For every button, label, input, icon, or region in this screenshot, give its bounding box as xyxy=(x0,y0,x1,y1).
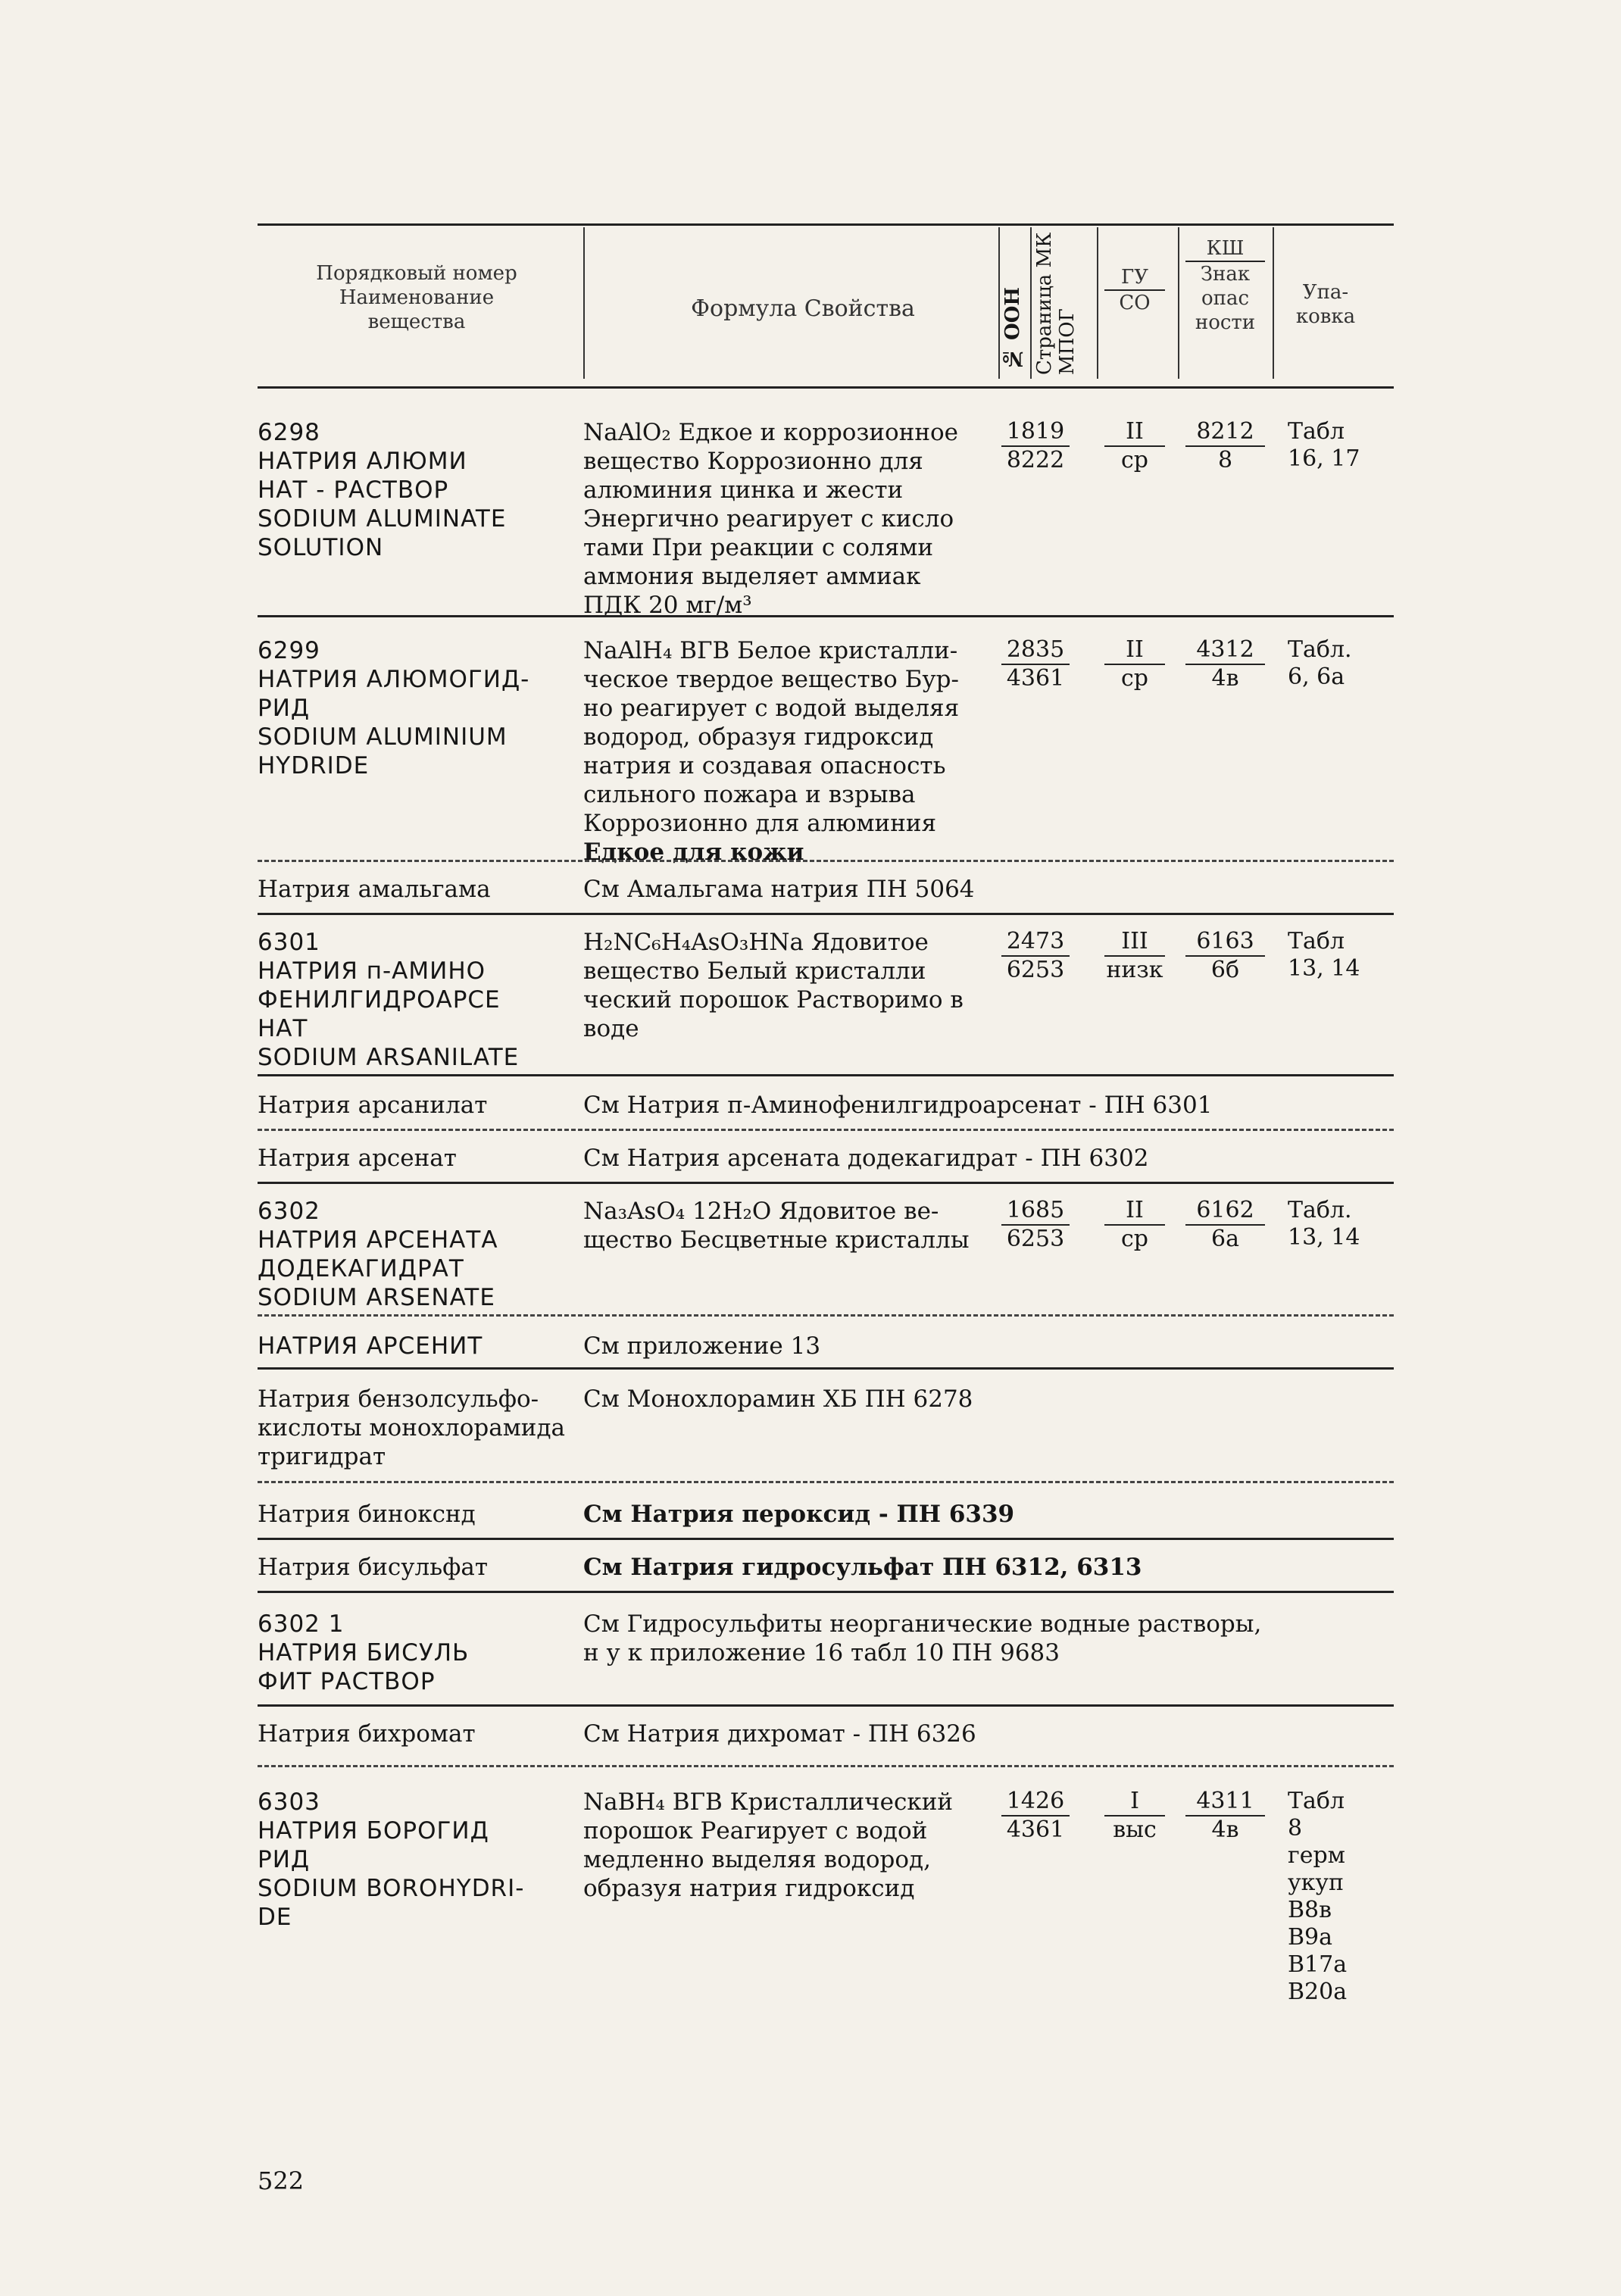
entry-6302-name: 6302 НАТРИЯ АРСЕНАТА ДОДЕКАГИДРАТ SODIUM ARSENATE xyxy=(258,1198,498,1311)
ref-bisulf-link[interactable]: См Натрия гидросульфат ПН 6312, 6313 xyxy=(583,1554,1142,1581)
entry-6302-text: Na₃AsO₄ 12H₂O Ядовитое ве- щество Бесцветные кристаллы xyxy=(583,1198,970,1254)
entry-6303-gu: I выс xyxy=(1104,1788,1165,1844)
header-col-pack: Упа- ковка xyxy=(1295,281,1356,328)
header-bottom-rule xyxy=(258,386,1394,389)
row-rule xyxy=(258,1481,1394,1483)
entry-6303-text: NaBH₄ ВГВ Кристаллический порошок Реагирует с водой медленно выделяя водород, образуя натрия гидроксид xyxy=(583,1788,954,1902)
row-rule xyxy=(258,913,1394,915)
entry-6299-un: 2835 4361 xyxy=(1001,636,1070,692)
header-divider xyxy=(1097,227,1098,379)
header-col-page: Страница МК МПОГ xyxy=(1033,232,1079,375)
ref-amalgam-name: Натрия амальгама xyxy=(258,876,491,903)
ref-amalgam-link[interactable]: См Амальгама натрия ПН 5064 xyxy=(583,876,975,903)
header-col-gu: ГУ СО xyxy=(1104,265,1165,315)
row-rule xyxy=(258,615,1394,617)
row-rule xyxy=(258,1367,1394,1370)
row-rule xyxy=(258,1182,1394,1184)
entry-6301-gu: III низк xyxy=(1104,928,1165,984)
entry-6301-ksh: 6163 6б xyxy=(1185,928,1265,984)
row-rule xyxy=(258,860,1394,862)
table-top-rule xyxy=(258,223,1394,226)
header-col-un: № ООН xyxy=(1001,287,1024,370)
ref-benz-link[interactable]: См Монохлорамин ХБ ПН 6278 xyxy=(583,1385,973,1413)
entry-6302-pack: Табл. 13, 14 xyxy=(1288,1197,1360,1251)
header-col-formula: Формула Свойства xyxy=(691,295,915,322)
entry-6298-name: 6298 НАТРИЯ АЛЮМИ НАТ - РАСТВОР SODIUM ALUMINATE SOLUTION xyxy=(258,419,507,561)
entry-6298-text: NaAlO₂ Едкое и коррозионное вещество Коррозионно для алюминия цинка и жести Энергично реагирует с кисло тами При реакции с солями аммония выделяет аммиак ПДК 20 мг/м³ xyxy=(583,419,959,619)
ref-bichrom-name: Натрия бихромат xyxy=(258,1720,476,1748)
entry-6303-ksh: 4311 4в xyxy=(1185,1788,1265,1844)
row-rule xyxy=(258,1765,1394,1767)
entry-6298-pack: Табл 16, 17 xyxy=(1288,418,1360,472)
entry-6301-name: 6301 НАТРИЯ п-АМИНО ФЕНИЛГИДРОАРСЕ НАТ SODIUM ARSANILATE xyxy=(258,929,520,1071)
ref-arsanilat-link[interactable]: См Натрия п-Аминофенилгидроарсенат - ПН 6301 xyxy=(583,1092,1213,1119)
entry-6302-1-name: 6302 1 НАТРИЯ БИСУЛЬ ФИТ РАСТВОР xyxy=(258,1610,470,1695)
entry-6302-gu: II ср xyxy=(1104,1197,1165,1253)
entry-6298-ksh: 8212 8 xyxy=(1185,418,1265,474)
header-divider xyxy=(1178,227,1179,379)
row-rule xyxy=(258,1314,1394,1317)
row-rule xyxy=(258,1074,1394,1076)
ref-arsenit-link[interactable]: См приложение 13 xyxy=(583,1332,821,1360)
ref-arsenit-name: НАТРИЯ АРСЕНИТ xyxy=(258,1332,483,1360)
entry-6301-pack: Табл 13, 14 xyxy=(1288,928,1360,982)
entry-6303-pack: Табл 8 герм укуп В8в В9а В17а В20а xyxy=(1288,1788,1348,2005)
entry-6302-un: 1685 6253 xyxy=(1001,1197,1070,1253)
header-divider xyxy=(583,227,585,379)
page-number: 522 xyxy=(258,2166,305,2195)
header-divider xyxy=(1030,227,1032,379)
row-rule xyxy=(258,1129,1394,1131)
ref-binoks-link[interactable]: См Натрия пероксид - ПН 6339 xyxy=(583,1501,1015,1528)
entry-6299-name: 6299 НАТРИЯ АЛЮМОГИД- РИД SODIUM ALUMINIUM HYDRIDE xyxy=(258,637,530,779)
header-col-name: Порядковый номер Наименование вещества xyxy=(316,262,517,333)
entry-6303-name: 6303 НАТРИЯ БОРОГИД РИД SODIUM BOROHYDRI- DE xyxy=(258,1788,525,1931)
header-col-ksh: КШ Знак опас ности xyxy=(1185,236,1265,335)
entry-6303-un: 1426 4361 xyxy=(1001,1788,1070,1844)
entry-6298-gu: II ср xyxy=(1104,418,1165,474)
ref-bisulf-name: Натрия бисульфат xyxy=(258,1554,488,1581)
ref-bichrom-link[interactable]: См Натрия дихромат - ПН 6326 xyxy=(583,1720,976,1748)
entry-6301-text: H₂NC₆H₄AsO₃HNa Ядовитое вещество Белый кристалли ческий порошок Растворимо в воде xyxy=(583,929,964,1042)
header-divider xyxy=(1273,227,1274,379)
entry-6298-un: 1819 8222 xyxy=(1001,418,1070,474)
row-rule xyxy=(258,1591,1394,1593)
row-rule xyxy=(258,1704,1394,1707)
entry-6302-1-link[interactable]: См Гидросульфиты неорганические водные растворы, н у к приложение 16 табл 10 ПН 9683 xyxy=(583,1610,1262,1667)
entry-6299-gu: II ср xyxy=(1104,636,1165,692)
ref-arsenat-link[interactable]: См Натрия арсената додекагидрат - ПН 6302 xyxy=(583,1145,1149,1172)
ref-arsanilat-name: Натрия арсанилат xyxy=(258,1092,488,1119)
entry-6299-text: NaAlH₄ ВГВ Белое кристалли- ческое твердое вещество Бур- но реагирует с водой выделяя водород, образуя гидроксид натрия и создавая опасность сильного пожара и взрыва Коррозионно для алюминия Едкое для кожи xyxy=(583,637,960,866)
header-divider xyxy=(998,227,1000,379)
entry-6301-un: 2473 6253 xyxy=(1001,928,1070,984)
row-rule xyxy=(258,1538,1394,1540)
ref-binoks-name: Натрия бинокснд xyxy=(258,1501,476,1528)
ref-arsenat-name: Натрия арсенат xyxy=(258,1145,457,1172)
entry-6302-ksh: 6162 6а xyxy=(1185,1197,1265,1253)
ref-benz-name: Натрия бензолсульфо- кислоты монохлорамида тригидрат xyxy=(258,1385,566,1470)
entry-6299-ksh: 4312 4в xyxy=(1185,636,1265,692)
entry-6299-pack: Табл. 6, 6а xyxy=(1288,636,1352,690)
